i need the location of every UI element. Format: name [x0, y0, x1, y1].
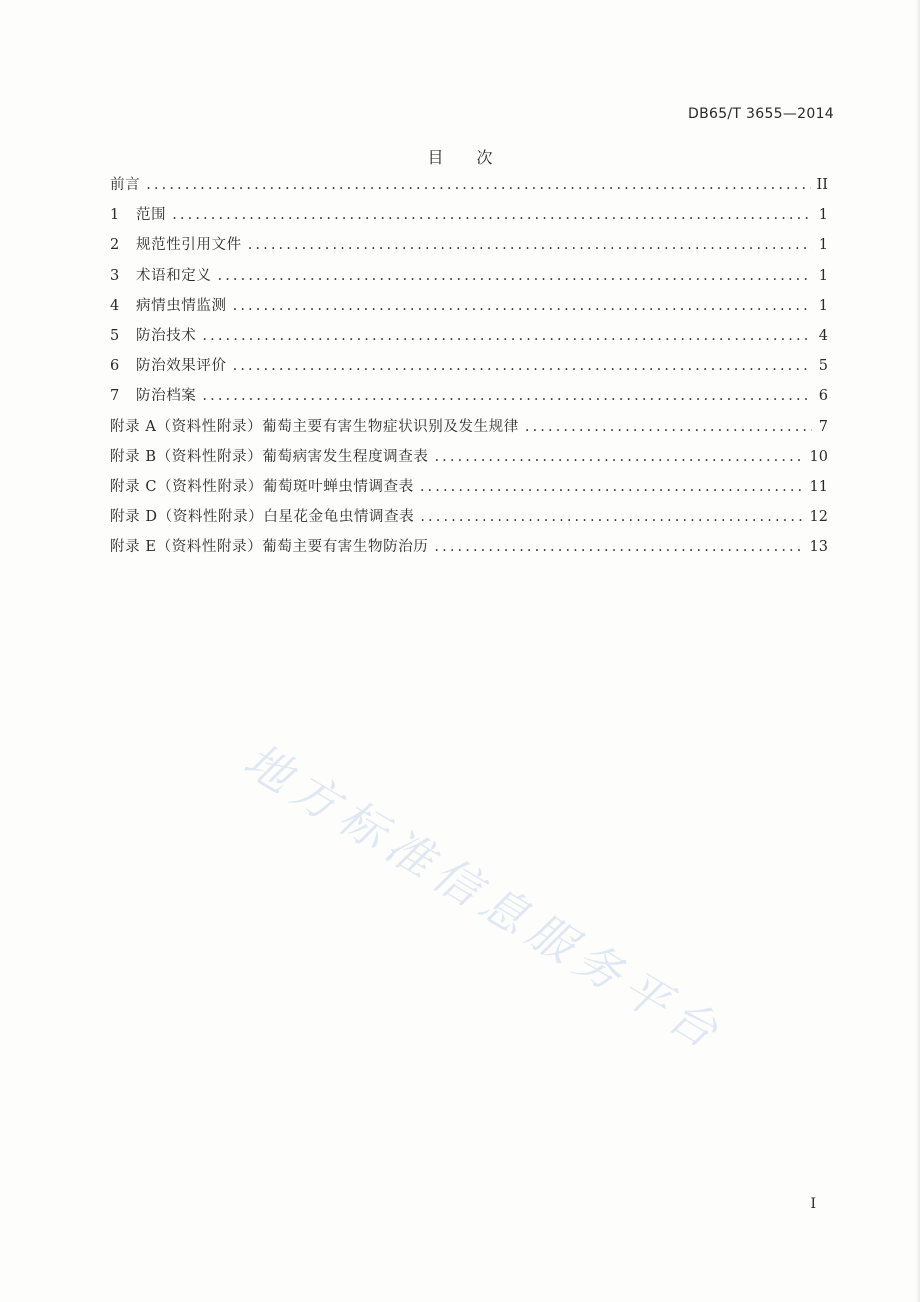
watermark: 地方标准信息服务平台 — [234, 732, 735, 1063]
toc-entry-foreword[interactable] — [110, 170, 828, 200]
toc-leader-dots — [218, 261, 813, 291]
toc-entry-terms-definitions[interactable] — [110, 261, 828, 291]
toc-leader-dots — [172, 200, 812, 230]
toc-entry-label: 附录 B（资料性附录）葡萄病害发生程度调查表 — [110, 448, 429, 465]
toc-entry-pest-monitoring[interactable] — [110, 291, 828, 321]
toc-entry-page: 11 — [809, 478, 828, 495]
toc-entry-page: 1 — [818, 267, 828, 284]
toc-entry-page: 10 — [809, 448, 828, 465]
toc-entry-page: 1 — [818, 297, 828, 314]
toc-entry-label: 规范性引用文件 — [136, 237, 242, 254]
toc-entry-page: 5 — [818, 358, 828, 375]
toc-entry-page: 1 — [818, 237, 828, 254]
toc-title: 目 次 — [427, 148, 507, 167]
toc-entry-label: 范围 — [136, 207, 167, 224]
toc-entry-page: 7 — [818, 418, 828, 435]
toc-entry-number: 7 — [110, 388, 120, 405]
toc-entry-number: 6 — [110, 358, 120, 375]
toc-leader-dots — [202, 321, 812, 351]
toc-entry-number: 3 — [110, 267, 120, 284]
toc-entry-label: 防治效果评价 — [136, 358, 227, 375]
toc-entry-control-techniques[interactable] — [110, 321, 828, 351]
toc-entry-number: 2 — [110, 237, 120, 254]
toc-entry-page: 6 — [818, 388, 828, 405]
toc-leader-dots — [146, 170, 810, 200]
toc-leader-dots — [233, 351, 812, 381]
toc-leader-dots — [248, 230, 812, 260]
toc-entry-appendix-e[interactable] — [110, 532, 828, 562]
toc-entry-page: 4 — [818, 327, 828, 344]
toc-leader-dots — [434, 442, 803, 472]
toc-entry-number: 4 — [110, 297, 120, 314]
toc-entry-label: 附录 E（资料性附录）葡萄主要有害生物防治历 — [110, 539, 429, 556]
document-code: DB65/T 3655—2014 — [688, 106, 834, 122]
toc-leader-dots — [434, 532, 803, 562]
toc-entry-control-records[interactable] — [110, 381, 828, 411]
toc-entry-label: 病情虫情监测 — [136, 297, 227, 314]
scan-edge-shadow — [916, 0, 920, 1302]
toc-leader-dots — [420, 502, 803, 532]
page-number: I — [810, 1196, 816, 1212]
toc-entry-page: 1 — [818, 207, 828, 224]
table-of-contents — [110, 170, 828, 562]
toc-entry-page: II — [816, 177, 828, 193]
toc-entry-effect-evaluation[interactable] — [110, 351, 828, 381]
toc-entry-appendix-c[interactable] — [110, 472, 828, 502]
toc-leader-dots — [233, 291, 812, 321]
toc-entry-label: 防治档案 — [136, 388, 197, 405]
toc-entry-label: 附录 C（资料性附录）葡萄斑叶蝉虫情调查表 — [110, 478, 414, 495]
toc-entry-label: 前言 — [110, 177, 141, 193]
toc-entry-scope[interactable] — [110, 200, 828, 230]
toc-entry-label: 附录 A（资料性附录）葡萄主要有害生物症状识别及发生规律 — [110, 418, 519, 435]
toc-entry-page: 12 — [809, 509, 828, 526]
toc-entry-label: 术语和定义 — [136, 267, 212, 284]
toc-entry-page: 13 — [809, 539, 828, 556]
toc-leader-dots — [525, 412, 812, 442]
toc-entry-number: 5 — [110, 327, 120, 344]
toc-entry-label: 附录 D（资料性附录）白星花金龟虫情调查表 — [110, 509, 415, 526]
toc-entry-appendix-b[interactable] — [110, 442, 828, 472]
toc-entry-number: 1 — [110, 207, 120, 224]
toc-entry-label: 防治技术 — [136, 327, 197, 344]
toc-leader-dots — [420, 472, 804, 502]
toc-entry-normative-references[interactable] — [110, 230, 828, 260]
toc-entry-appendix-d[interactable] — [110, 502, 828, 532]
toc-entry-appendix-a[interactable] — [110, 412, 828, 442]
toc-leader-dots — [202, 381, 812, 411]
